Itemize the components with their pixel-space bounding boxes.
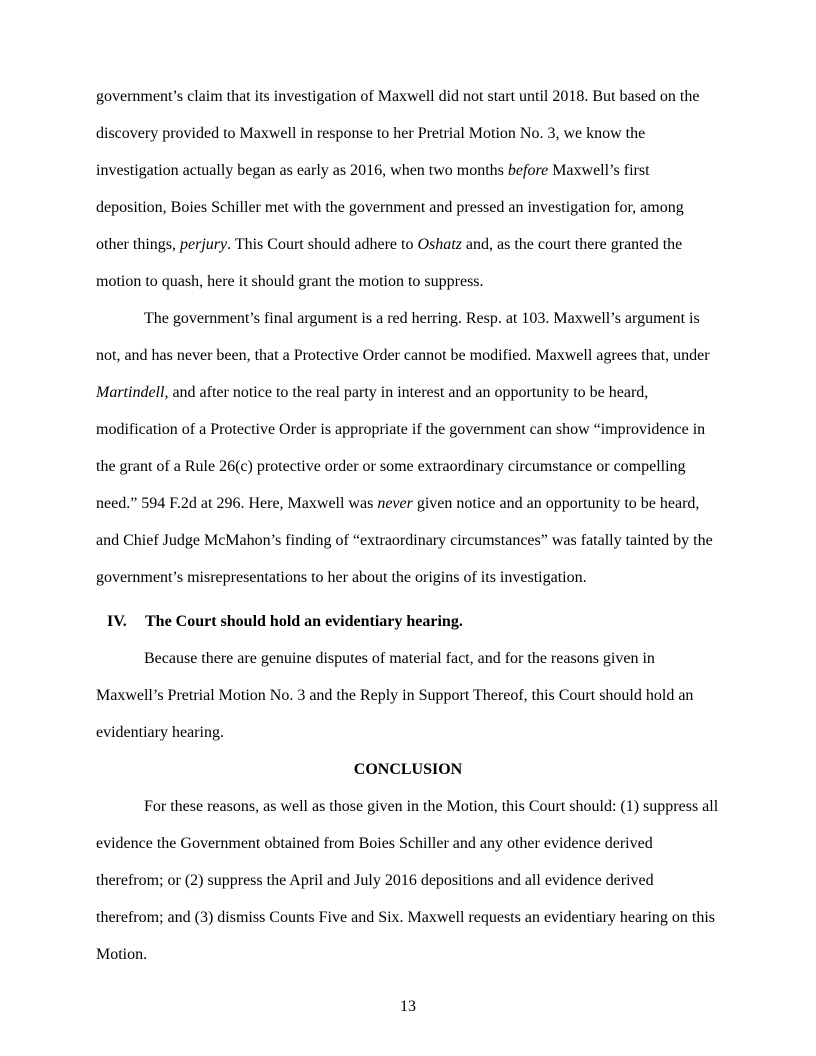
- text-run: Maxwell’s first deposition, Boies Schiller met with the government and pressed an investigation for, among other things,: [96, 162, 684, 253]
- document-body: [96, 78, 720, 973]
- conclusion-heading: CONCLUSION: [353, 761, 463, 778]
- section-heading-title: The Court should hold an evidentiary hearing.: [145, 613, 463, 630]
- text-run: , and after notice to the real party in interest and an opportunity to be heard, modification of a Protective Order is appropriate if the government can show “improvidence in the grant of a Rule 26(c) protective order or some extraordinary circumstance or compelling need.” 594 F.2d at 296. Here, Maxwell was: [96, 384, 706, 512]
- text-run: For these reasons, as well as those given in the Motion, this Court should: (1) suppress all evidence the Government obtained from Boies Schiller and any other evidence derived therefrom; or (2) suppress the April and July 2016 depositions and all evidence derived therefrom; and (3) dismiss Counts Five and Six. Maxwell requests an evidentiary hearing on this Motion.: [96, 798, 719, 963]
- paragraph-investigation: [96, 78, 720, 300]
- text-run-italic: never: [377, 495, 413, 512]
- text-run-italic: before: [507, 162, 549, 179]
- paragraph-evidentiary-hearing: [96, 640, 720, 751]
- section-heading-iv: [96, 603, 720, 640]
- text-run: Because there are genuine disputes of material fact, and for the reasons given in Maxwell’s Pretrial Motion No. 3 and the Reply in Support Thereof, this Court should hold an evidentiary hearing.: [96, 650, 694, 741]
- text-run-italic: Martindell: [96, 384, 165, 401]
- section-heading-number: IV.: [107, 613, 127, 630]
- text-run: given notice and an opportunity to be heard, and Chief Judge McMahon’s finding of “extraordinary circumstances” was fatally tainted by the government’s misrepresentations to her about the origins of its investigation.: [96, 495, 713, 586]
- paragraph-conclusion: [96, 788, 720, 973]
- text-run-italic: perjury: [180, 236, 228, 253]
- text-run: government’s claim that its investigation of Maxwell did not start until 2018. But based on the discovery provided to Maxwell in response to her Pretrial Motion No. 3, we know the investigation actually began as early as 2016, when two months: [96, 88, 700, 179]
- paragraph-red-herring: [96, 300, 720, 596]
- text-run-italic: Oshatz: [417, 236, 462, 253]
- text-run: . This Court should adhere to: [227, 236, 418, 253]
- page-number: 13: [400, 998, 416, 1015]
- text-run: and, as the court there granted the motion to quash, here it should grant the motion to suppress.: [96, 236, 683, 290]
- text-run: The government’s final argument is a red herring. Resp. at 103. Maxwell’s argument is not, and has never been, that a Protective Order cannot be modified. Maxwell agrees that, under: [96, 310, 710, 364]
